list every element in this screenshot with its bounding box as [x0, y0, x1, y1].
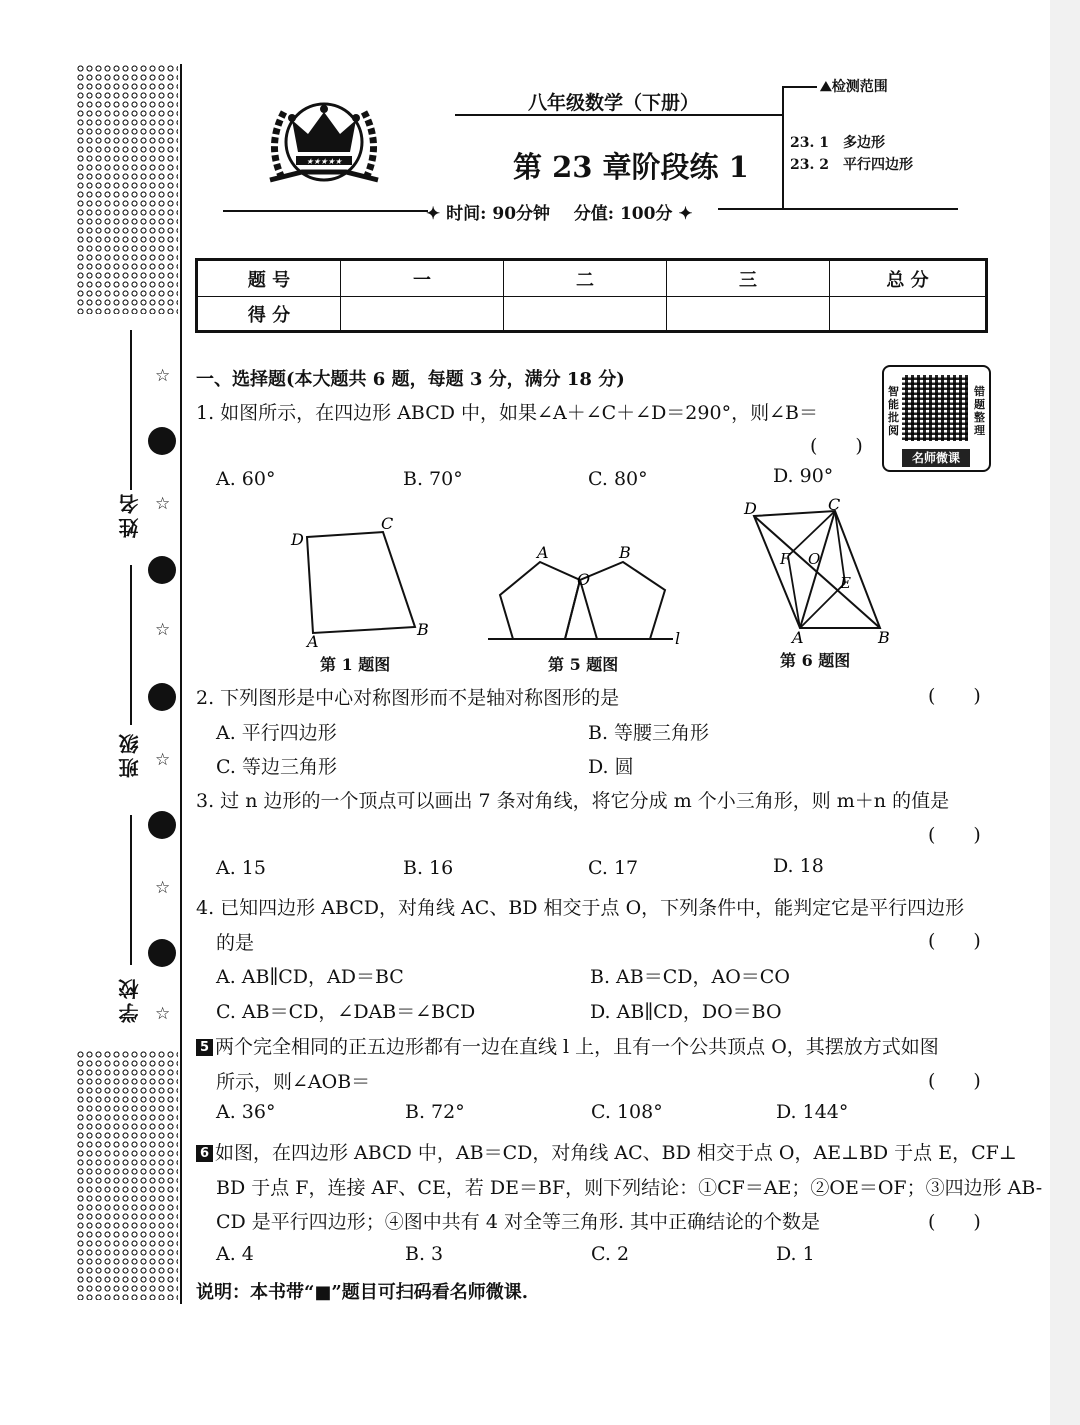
- time-label: 时间:: [446, 204, 487, 224]
- figure-1-quadrilateral: [285, 515, 445, 650]
- svg-text:★★★★★: ★★★★★: [306, 157, 342, 166]
- question-5-line-1: [196, 1032, 939, 1059]
- fig1-label-c: C: [381, 515, 394, 533]
- figure-5-pentagons: [485, 540, 685, 650]
- qr-pattern: [902, 375, 968, 441]
- figure-1-caption: 第 1 题图: [320, 655, 391, 674]
- star-icon: ☆: [155, 1004, 171, 1024]
- scope-icon: ⛰: [820, 79, 832, 95]
- binding-hole-icon: [148, 811, 176, 839]
- star-icon: ☆: [155, 750, 171, 770]
- option-d[interactable]: D. AB∥CD，DO＝BO: [590, 1001, 782, 1023]
- option-b[interactable]: B. AB＝CD，AO＝CO: [590, 966, 790, 988]
- option-d[interactable]: D. 1: [776, 1243, 815, 1265]
- option-a[interactable]: A. 60°: [216, 468, 276, 490]
- name-label: 姓名: [118, 490, 142, 538]
- header-rule: [455, 114, 783, 116]
- score-row-label: 得 分: [197, 297, 341, 332]
- figure-6-caption: 第 6 题图: [780, 651, 851, 670]
- option-b[interactable]: B. 70°: [403, 468, 463, 490]
- answer-paren[interactable]: ( ): [928, 1070, 981, 1092]
- micro-lesson-badge-icon: 5: [196, 1039, 213, 1056]
- binding-hole-icon: [148, 939, 176, 967]
- option-c[interactable]: C. 等边三角形: [216, 756, 337, 778]
- fig6-label-e: E: [840, 574, 851, 592]
- figure-5-caption: 第 5 题图: [548, 655, 619, 674]
- question-2: 2. 下列图形是中心对称图形而不是轴对称图形的是: [196, 687, 620, 709]
- option-a[interactable]: A. 平行四边形: [216, 722, 337, 744]
- question-1: 1. 如图所示，在四边形 ABCD 中，如果∠A＋∠C＋∠D＝290°，则∠B＝: [196, 402, 818, 424]
- question-5-line-2: 所示，则∠AOB＝: [216, 1071, 371, 1093]
- fig5-label-l: l: [675, 629, 681, 648]
- header-rule: [782, 86, 817, 88]
- top-left-pattern: [76, 64, 178, 314]
- option-b[interactable]: B. 3: [405, 1243, 444, 1265]
- header-divider: [782, 86, 784, 210]
- answer-paren[interactable]: ( ): [928, 824, 981, 846]
- question-5-text: 两个完全相同的正五边形都有一边在直线 l 上，且有一个公共顶点 O，其摆放方式如图: [215, 1036, 939, 1058]
- score-cell[interactable]: [341, 297, 504, 332]
- grade-label: 八年级数学（下册）: [528, 92, 700, 114]
- option-d[interactable]: D. 90°: [773, 465, 834, 487]
- fig6-label-o: O: [808, 550, 821, 568]
- binding-hole-icon: [148, 427, 176, 455]
- fig5-label-o: O: [577, 570, 591, 589]
- option-b[interactable]: B. 72°: [405, 1101, 465, 1123]
- scope-title: [820, 76, 888, 96]
- fig5-label-b: B: [619, 543, 631, 562]
- page-title: 第 23 章阶段练 1: [513, 150, 749, 184]
- qr-right-text: 错题整理: [974, 385, 985, 437]
- answer-paren[interactable]: ( ): [928, 1211, 981, 1233]
- option-c[interactable]: C. 108°: [591, 1101, 663, 1123]
- time-rule-right: [718, 208, 958, 210]
- note-text-after: ”题目可扫码看名师微课.: [331, 1282, 528, 1303]
- star-icon: ☆: [155, 878, 171, 898]
- score-cell[interactable]: [504, 297, 667, 332]
- time-score-line: [426, 199, 693, 224]
- binding-hole-icon: [148, 556, 176, 584]
- binding-line: [180, 64, 182, 1304]
- score-header: 一: [341, 260, 504, 297]
- figure-6-quadrilateral: [740, 498, 895, 648]
- class-label: 班级: [118, 730, 142, 778]
- answer-paren[interactable]: ( ): [928, 930, 981, 952]
- score-cell[interactable]: [667, 297, 830, 332]
- side-line: [130, 330, 132, 490]
- micro-lesson-badge-icon: 6: [196, 1145, 213, 1162]
- school-label: 学校: [118, 975, 142, 1023]
- answer-paren[interactable]: ( ): [810, 435, 863, 457]
- fig1-label-b: B: [417, 620, 429, 639]
- fig6-label-b: B: [878, 628, 890, 647]
- question-6-line-1: [196, 1138, 1017, 1165]
- fig6-label-f: F: [780, 550, 791, 568]
- scope-item: 23. 2 平行四边形: [790, 157, 913, 173]
- fig5-label-a: A: [537, 543, 549, 562]
- diamond-icon: ✦: [678, 204, 693, 224]
- option-a[interactable]: A. 15: [216, 857, 266, 879]
- fig1-label-a: A: [307, 632, 319, 650]
- fig6-label-a: A: [792, 628, 804, 647]
- score-header: 题 号: [197, 260, 341, 297]
- footer-note: [196, 1278, 528, 1304]
- star-icon: ☆: [155, 494, 171, 514]
- score-header: 三: [667, 260, 830, 297]
- side-line: [130, 815, 132, 965]
- fig6-label-c: C: [828, 498, 841, 514]
- score-header: 二: [504, 260, 667, 297]
- note-text-before: 说明：本书带“: [196, 1282, 315, 1303]
- option-a[interactable]: A. 4: [216, 1243, 254, 1265]
- score-label: 分值:: [573, 204, 615, 224]
- section-title: 一、选择题(本大题共 6 题，每题 3 分，满分 18 分): [196, 369, 625, 390]
- qr-left-text: 智能批阅: [888, 385, 899, 437]
- option-d[interactable]: D. 圆: [588, 756, 634, 778]
- option-c[interactable]: C. AB＝CD，∠DAB＝∠BCD: [216, 1001, 476, 1023]
- question-6-text: 如图，在四边形 ABCD 中，AB＝CD，对角线 AC、BD 相交于点 O，AE⊥BD 于点 E，CF⊥: [215, 1142, 1017, 1164]
- option-d[interactable]: D. 18: [773, 855, 824, 877]
- side-line: [130, 565, 132, 725]
- fig6-label-d: D: [744, 499, 757, 518]
- option-b[interactable]: B. 16: [403, 857, 454, 879]
- question-6-line-3: CD 是平行四边形；④图中共有 4 对全等三角形. 其中正确结论的个数是: [216, 1211, 821, 1233]
- option-a[interactable]: A. AB∥CD，AD＝BC: [216, 966, 404, 988]
- question-4-line-2: 的是: [216, 932, 255, 954]
- fig1-label-d: D: [291, 530, 304, 549]
- star-icon: ☆: [155, 620, 171, 640]
- score-value: 100分: [619, 204, 673, 224]
- time-rule-left: [223, 210, 428, 212]
- answer-paren[interactable]: ( ): [928, 685, 981, 707]
- question-4-line-1: 4. 已知四边形 ABCD，对角线 AC、BD 相交于点 O，下列条件中，能判定它是平行四边形: [196, 897, 965, 919]
- score-table: [195, 258, 988, 333]
- note-mark-icon: ■: [314, 1282, 332, 1303]
- score-cell[interactable]: [830, 297, 987, 332]
- question-6-line-2: BD 于点 F，连接 AF、CE，若 DE＝BF，则下列结论：①CF＝AE；②OE＝OF；③四边形 AB-: [216, 1177, 1043, 1199]
- binding-hole-icon: [148, 683, 176, 711]
- scope-title-text: 检测范围: [831, 79, 888, 95]
- scope-item: 23. 1 多边形: [790, 135, 885, 151]
- qr-label: 名师微课: [902, 449, 970, 467]
- question-3: 3. 过 n 边形的一个顶点可以画出 7 条对角线，将它分成 m 个小三角形，则 m＋n 的值是: [196, 790, 950, 812]
- crown-logo-icon: [262, 90, 386, 190]
- option-a[interactable]: A. 36°: [216, 1101, 276, 1123]
- option-c[interactable]: C. 17: [588, 857, 639, 879]
- option-c[interactable]: C. 2: [591, 1243, 630, 1265]
- option-b[interactable]: B. 等腰三角形: [588, 722, 710, 744]
- time-value: 90分钟: [492, 204, 551, 224]
- score-header: 总 分: [830, 260, 987, 297]
- star-icon: ☆: [155, 366, 171, 386]
- qr-code[interactable]: [882, 365, 991, 472]
- option-c[interactable]: C. 80°: [588, 468, 648, 490]
- option-d[interactable]: D. 144°: [776, 1101, 849, 1123]
- bottom-left-pattern: [76, 1050, 178, 1300]
- diamond-icon: ✦: [426, 204, 441, 224]
